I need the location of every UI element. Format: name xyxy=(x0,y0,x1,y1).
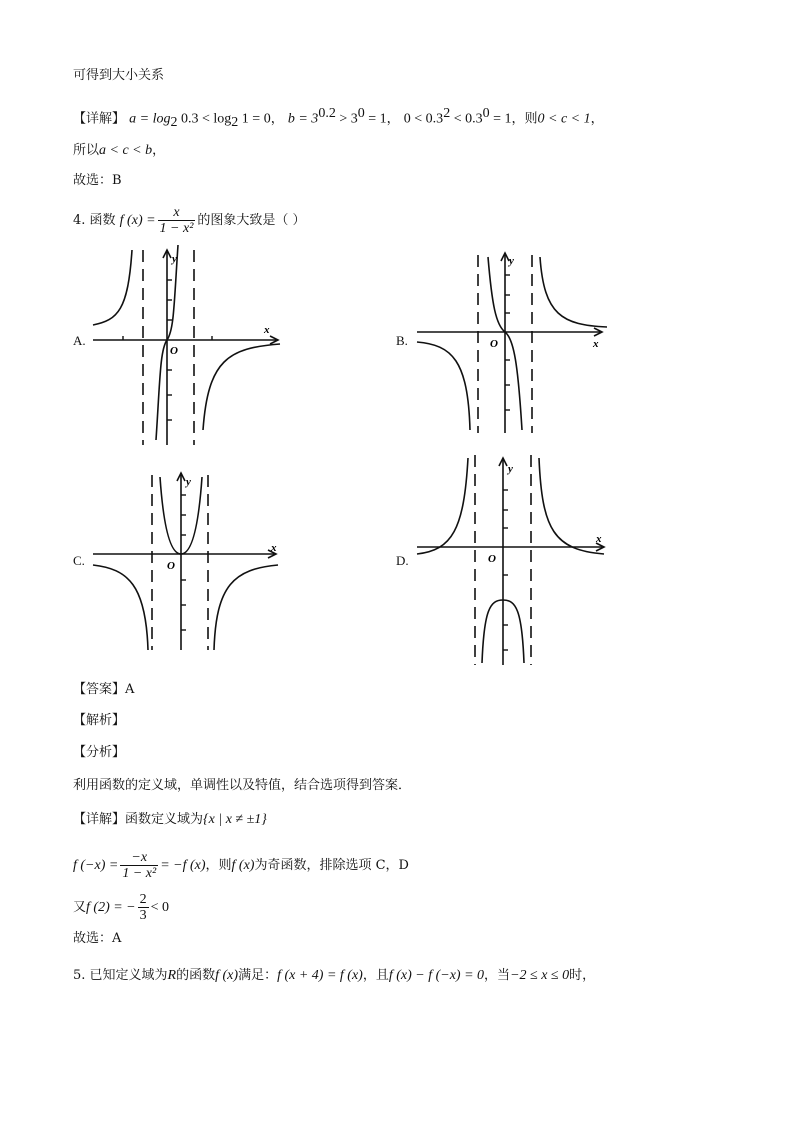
q5-periodic: f (x + 4) = f (x) xyxy=(277,968,363,983)
q5-even: f (x) − f (−x) = 0 xyxy=(388,968,485,983)
graph-d-x-label: x xyxy=(596,533,602,545)
graph-d-curve-left xyxy=(417,458,468,554)
detail2-text: 函数定义域为 xyxy=(125,812,204,827)
again-line xyxy=(73,892,169,923)
graph-d-curve-right xyxy=(539,458,604,554)
so-word: 所以 xyxy=(73,143,100,158)
then-word: ，则 xyxy=(511,111,538,127)
q5-end: 时， xyxy=(569,968,596,983)
q5-when: ，当 xyxy=(484,968,511,983)
graph-c[interactable] xyxy=(88,465,288,655)
odd-denominator: 1 − x² xyxy=(122,866,157,881)
odd-f-neg: f (−x) = xyxy=(73,858,119,873)
graph-a-origin: O xyxy=(170,345,178,357)
sep-1: ， xyxy=(270,111,284,127)
log-base-2: 2 xyxy=(231,114,239,130)
sep-4: ， xyxy=(152,143,166,158)
math-a-def: a = log xyxy=(129,111,171,127)
math-a-cmp: 0.3 < log xyxy=(177,111,232,127)
again-numerator: 2 xyxy=(139,892,147,907)
answer-text: 【答案】A xyxy=(73,682,135,697)
fenxi-text-line xyxy=(73,776,411,796)
log-base-1: 2 xyxy=(170,114,178,130)
choose-line-1 xyxy=(73,171,122,191)
graph-c-curve-right xyxy=(214,565,278,650)
graph-a[interactable] xyxy=(88,240,288,450)
question-4 xyxy=(73,205,306,236)
fenxi-tag: 【分析】 xyxy=(73,745,126,760)
graph-d-origin: O xyxy=(488,553,496,565)
exp-02: 0.2 xyxy=(318,106,336,121)
math-b-cmp: > 3 xyxy=(335,111,358,127)
exp-0b: 0 xyxy=(482,106,490,121)
so-line xyxy=(73,141,165,161)
graph-b-x-label: x xyxy=(593,338,599,350)
graph-a-y-label: y xyxy=(172,253,177,265)
choose-line-2 xyxy=(73,929,121,949)
analysis-line xyxy=(73,711,125,731)
odd-fraction xyxy=(120,850,158,881)
math-a-eq: 1 = 0 xyxy=(238,111,271,127)
math-b-def: b = 3 xyxy=(287,111,319,127)
detail2-tag: 【详解】 xyxy=(73,812,126,827)
q4-numerator: x xyxy=(158,205,196,221)
math-c-def: 0 < 0.3 xyxy=(403,111,444,127)
fenxi-text: 利用函数的定义域，单调性以及特值，结合选项得到答案． xyxy=(73,778,412,793)
q4-prefix: 4. 函数 xyxy=(73,213,120,228)
option-b-label[interactable]: B. xyxy=(396,333,408,348)
detail2-line xyxy=(73,810,267,830)
q5-R: R xyxy=(167,968,177,983)
math-c-cmp: < 0.3 xyxy=(450,111,483,127)
math-c-range: 0 < c < 1 xyxy=(537,111,591,127)
graph-b-curve-right xyxy=(540,257,607,327)
option-a-label[interactable]: A. xyxy=(73,333,86,348)
math-order: a < c < b xyxy=(99,143,153,158)
odd-fx: f (x) xyxy=(231,858,255,873)
again-word: 又 xyxy=(73,900,87,915)
graph-d-y-label: y xyxy=(508,463,513,475)
math-c-eq: = 1 xyxy=(489,111,512,127)
odd-text: 为奇函数，排除选项 C，D xyxy=(254,858,409,873)
graph-d[interactable] xyxy=(412,450,612,670)
detail-line xyxy=(73,104,604,133)
graph-a-curve-left xyxy=(93,250,132,325)
sep-2: ， xyxy=(386,111,400,127)
sep-3: ， xyxy=(590,111,604,127)
q5-and: ，且 xyxy=(362,968,389,983)
odd-then: ，则 xyxy=(205,858,232,873)
graph-b-curve-left xyxy=(417,342,470,430)
graph-a-curve-right xyxy=(203,344,280,430)
q4-fx: f (x) = xyxy=(119,213,156,228)
graph-b-origin: O xyxy=(490,338,498,350)
again-f2: f (2) = − xyxy=(86,900,136,915)
exp-0a: 0 xyxy=(357,106,365,121)
graph-c-curve-left xyxy=(93,565,148,650)
odd-eq: = −f (x) xyxy=(160,858,206,873)
q5-prefix: 5. 已知定义域为 xyxy=(73,968,168,983)
question-5 xyxy=(73,966,595,986)
choose-b: 故选：B xyxy=(73,173,122,188)
answer-line xyxy=(73,680,134,700)
again-denominator: 3 xyxy=(139,908,147,923)
odd-line xyxy=(73,850,409,881)
detail-tag: 【详解】 xyxy=(73,111,126,127)
exp-2: 2 xyxy=(443,106,451,121)
odd-numerator: −x xyxy=(120,850,158,866)
graph-a-x-label: x xyxy=(264,324,270,336)
math-b-eq: = 1 xyxy=(364,111,387,127)
domain-set: {x | x ≠ ±1} xyxy=(203,812,267,827)
again-lt: < 0 xyxy=(150,900,170,915)
q5-interval: −2 ≤ x ≤ 0 xyxy=(510,968,570,983)
text-line-1 xyxy=(73,66,164,86)
graph-c-y-label: y xyxy=(186,476,191,488)
graph-b[interactable] xyxy=(412,245,612,435)
option-d-label[interactable]: D. xyxy=(396,553,409,568)
text-conclusion: 可得到大小关系 xyxy=(73,68,165,83)
q4-suffix: 的图象大致是（ ） xyxy=(197,213,306,228)
q5-fx: f (x) xyxy=(215,968,239,983)
q4-denominator: 1 − x² xyxy=(159,221,194,236)
option-c-label[interactable]: C. xyxy=(73,553,85,568)
graph-c-x-label: x xyxy=(271,542,277,554)
choose-a: 故选：A xyxy=(73,931,122,946)
graph-c-origin: O xyxy=(167,560,175,572)
fenxi-line xyxy=(73,743,125,763)
analysis-tag: 【解析】 xyxy=(73,713,126,728)
q4-fraction xyxy=(158,205,196,236)
again-fraction xyxy=(138,892,149,923)
q5-satisfy: 满足： xyxy=(238,968,278,983)
q5-mid: 的函数 xyxy=(176,968,216,983)
graph-b-y-label: y xyxy=(509,255,514,267)
